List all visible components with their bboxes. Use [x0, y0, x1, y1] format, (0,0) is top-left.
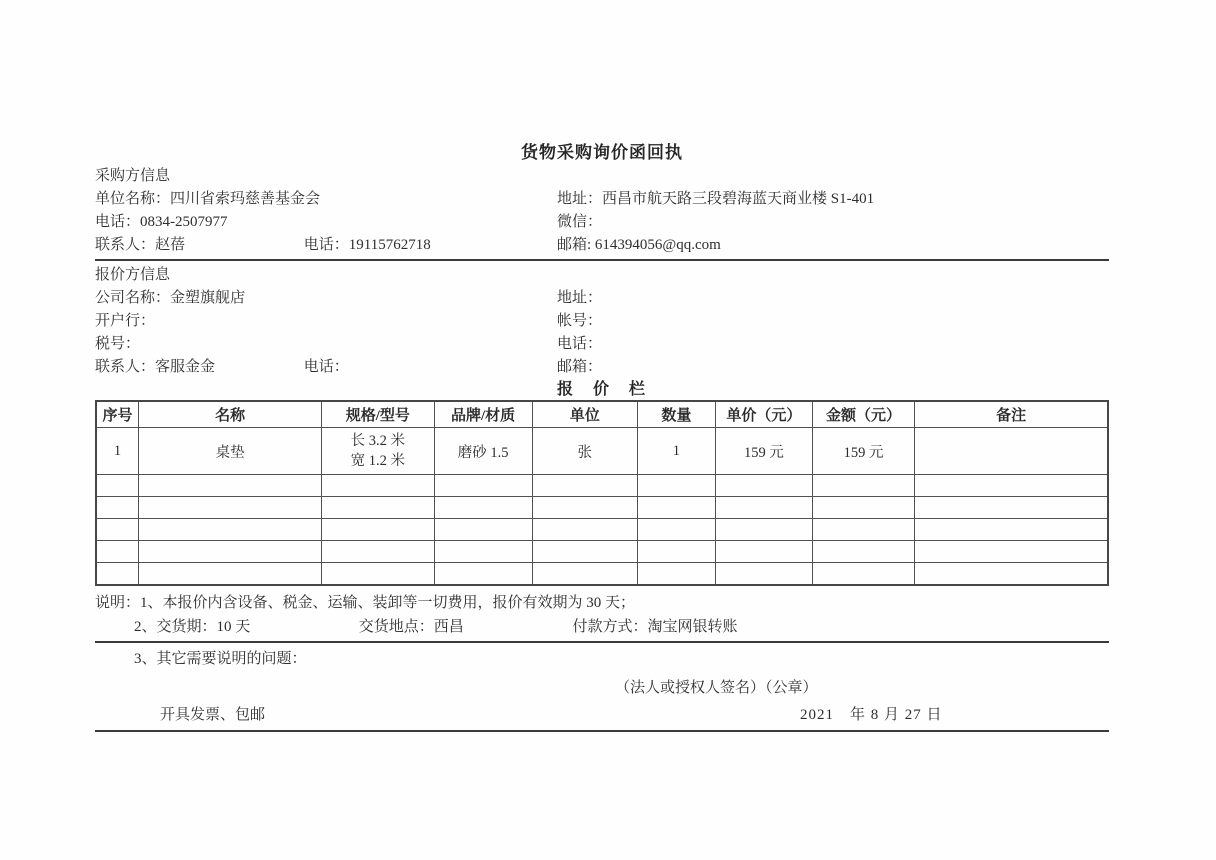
empty-table-row — [96, 497, 1108, 519]
purchaser-contact-pair — [95, 234, 300, 257]
empty-cell — [96, 497, 139, 519]
quoter-company-value: 金塑旗舰店 — [170, 290, 246, 306]
empty-cell — [915, 475, 1108, 497]
empty-cell — [532, 541, 637, 563]
table-row-item-1 — [96, 428, 1108, 475]
empty-cell — [637, 497, 715, 519]
purchaser-row-unit — [95, 188, 1109, 211]
empty-cell — [637, 519, 715, 541]
quote-section-heading: 报 价 栏 — [556, 381, 647, 398]
empty-cell — [139, 563, 322, 586]
purchaser-row-contact — [95, 234, 1109, 257]
note-line-3: 3、其它需要说明的问题： — [134, 651, 307, 667]
document-date: 2021 年 8 月 27 日 — [800, 707, 943, 723]
purchaser-address-label: 地址： — [557, 191, 603, 207]
quoter-phone-label: 电话： — [557, 336, 603, 352]
quoter-company-label: 公司名称： — [95, 290, 171, 306]
quoter-phone-field — [557, 333, 1109, 356]
empty-cell — [322, 519, 434, 541]
cell-unit-price: 159 元 — [715, 428, 812, 475]
empty-table-row — [96, 563, 1108, 586]
empty-cell — [434, 541, 532, 563]
empty-cell — [532, 519, 637, 541]
signature-label: （法人或授权人签名）（公章） — [615, 680, 818, 696]
empty-cell — [915, 519, 1108, 541]
empty-cell — [139, 497, 322, 519]
purchaser-unit-field — [95, 188, 557, 211]
quoter-contact-label: 联系人： — [95, 359, 156, 375]
cell-qty: 1 — [637, 428, 715, 475]
empty-cell — [812, 475, 914, 497]
quoter-bank-field — [95, 310, 557, 333]
quoter-account-field — [557, 310, 1109, 333]
purchaser-contact-phone-value: 19115762718 — [348, 237, 431, 253]
cell-brand: 磨砂 1.5 — [434, 428, 532, 475]
quoter-row-contact — [95, 356, 1109, 379]
quoter-contact-pair — [95, 356, 300, 379]
note-payment-method: 付款方式：淘宝网银转账 — [572, 619, 738, 635]
note-line-1 — [95, 591, 1109, 615]
cell-spec — [322, 428, 434, 475]
empty-cell — [434, 497, 532, 519]
empty-cell — [812, 541, 914, 563]
quote-table-header — [96, 401, 1108, 428]
document-body — [95, 141, 1109, 735]
empty-cell — [637, 475, 715, 497]
col-header-remark: 备注 — [915, 401, 1108, 428]
note-delivery-period: 2、交货期：10 天 — [134, 619, 251, 635]
empty-table-row — [96, 519, 1108, 541]
empty-cell — [139, 475, 322, 497]
empty-cell — [915, 563, 1108, 586]
empty-cell — [812, 519, 914, 541]
notes-section — [95, 591, 1109, 639]
quote-table — [95, 400, 1109, 586]
page-title: 货物采购询价函回执 — [521, 143, 683, 162]
purchaser-address-field — [557, 188, 1109, 211]
purchaser-address-value: 西昌市航天路三段碧海蓝天商业楼 S1-401 — [602, 191, 875, 207]
col-header-unit: 单位 — [532, 401, 637, 428]
empty-cell — [96, 541, 139, 563]
purchaser-contact-field — [95, 234, 557, 257]
purchaser-contact-phone-label: 电话： — [303, 237, 349, 253]
empty-cell — [96, 519, 139, 541]
purchaser-wechat-field — [557, 211, 1109, 234]
header-row — [96, 401, 1108, 428]
quoter-contact-field — [95, 356, 557, 379]
col-header-seq: 序号 — [96, 401, 139, 428]
purchaser-contact-value: 赵蓓 — [155, 237, 186, 253]
section-divider-bottom — [95, 730, 1109, 732]
footer-row — [95, 703, 1109, 728]
quoter-row-tax — [95, 333, 1109, 356]
quoter-tax-label: 税号： — [95, 336, 141, 352]
note-line-2 — [134, 615, 1109, 639]
empty-cell — [139, 541, 322, 563]
cell-amount: 159 元 — [812, 428, 914, 475]
purchaser-row-phone — [95, 211, 1109, 234]
cell-remark — [915, 428, 1108, 475]
quoter-email-field — [557, 356, 1109, 379]
purchaser-phone-label: 电话： — [95, 214, 141, 230]
quoter-section-title: 报价方信息 — [95, 267, 171, 283]
empty-cell — [812, 497, 914, 519]
empty-cell — [637, 563, 715, 586]
empty-cell — [322, 497, 434, 519]
quote-table-body — [96, 428, 1108, 586]
empty-cell — [532, 475, 637, 497]
purchaser-section — [95, 165, 1109, 257]
empty-cell — [322, 563, 434, 586]
purchaser-contact-phone-pair — [304, 237, 431, 253]
empty-cell — [637, 541, 715, 563]
empty-cell — [915, 541, 1108, 563]
note-delivery-place: 交货地点：西昌 — [358, 619, 464, 635]
quoter-bank-label: 开户行： — [95, 313, 156, 329]
cell-spec-line1: 长 3.2 米 — [350, 433, 406, 449]
empty-cell — [532, 497, 637, 519]
purchaser-unit-value: 四川省索玛慈善基金会 — [170, 191, 321, 207]
empty-cell — [434, 475, 532, 497]
cell-unit: 张 — [532, 428, 637, 475]
purchaser-email-value: 614394056@qq.com — [594, 237, 721, 253]
empty-cell — [715, 497, 812, 519]
invoice-note: 开具发票、包邮 — [160, 707, 266, 723]
quoter-company-field — [95, 287, 557, 310]
quoter-row-bank — [95, 310, 1109, 333]
purchaser-email-label: 邮箱: — [557, 237, 592, 253]
quoter-contact-phone-pair — [304, 359, 349, 375]
purchaser-email-field — [557, 234, 1109, 257]
cell-spec-line2: 宽 1.2 米 — [350, 453, 406, 469]
empty-cell — [532, 563, 637, 586]
empty-cell — [434, 563, 532, 586]
empty-cell — [96, 563, 139, 586]
empty-cell — [434, 519, 532, 541]
quoter-email-label: 邮箱： — [557, 359, 603, 375]
empty-table-row — [96, 475, 1108, 497]
purchaser-wechat-label: 微信： — [557, 214, 603, 230]
empty-cell — [915, 497, 1108, 519]
empty-cell — [715, 519, 812, 541]
empty-cell — [812, 563, 914, 586]
quoter-tax-field — [95, 333, 557, 356]
col-header-amount: 金额（元） — [812, 401, 914, 428]
empty-cell — [715, 541, 812, 563]
col-header-brand: 品牌/材质 — [434, 401, 532, 428]
empty-cell — [96, 475, 139, 497]
empty-cell — [715, 563, 812, 586]
col-header-name: 名称 — [139, 401, 322, 428]
empty-table-row — [96, 541, 1108, 563]
col-header-unit-price: 单价（元） — [715, 401, 812, 428]
purchaser-contact-label: 联系人： — [95, 237, 156, 253]
note-1-text: 1、本报价内含设备、税金、运输、装卸等一切费用，报价有效期为 30 天； — [140, 595, 636, 611]
section-divider-notes — [95, 641, 1109, 643]
cell-name: 桌垫 — [139, 428, 322, 475]
notes-label: 说明： — [95, 595, 141, 611]
quoter-row-company — [95, 287, 1109, 310]
purchaser-phone-field — [95, 211, 557, 234]
empty-cell — [322, 475, 434, 497]
quoter-address-field — [557, 287, 1109, 310]
empty-cell — [715, 475, 812, 497]
quoter-contact-phone-label: 电话： — [303, 359, 349, 375]
empty-cell — [322, 541, 434, 563]
quoter-account-label: 帐号： — [557, 313, 603, 329]
col-header-spec: 规格/型号 — [322, 401, 434, 428]
purchaser-unit-label: 单位名称： — [95, 191, 171, 207]
purchaser-phone-value: 0834-2507977 — [140, 214, 228, 230]
col-header-qty: 数量 — [637, 401, 715, 428]
quoter-section — [95, 264, 1109, 379]
section-divider-top — [95, 259, 1109, 261]
quoter-contact-value: 客服金金 — [155, 359, 216, 375]
purchaser-section-title: 采购方信息 — [95, 168, 171, 184]
quoter-address-label: 地址： — [557, 290, 603, 306]
empty-cell — [139, 519, 322, 541]
cell-seq: 1 — [96, 428, 139, 475]
